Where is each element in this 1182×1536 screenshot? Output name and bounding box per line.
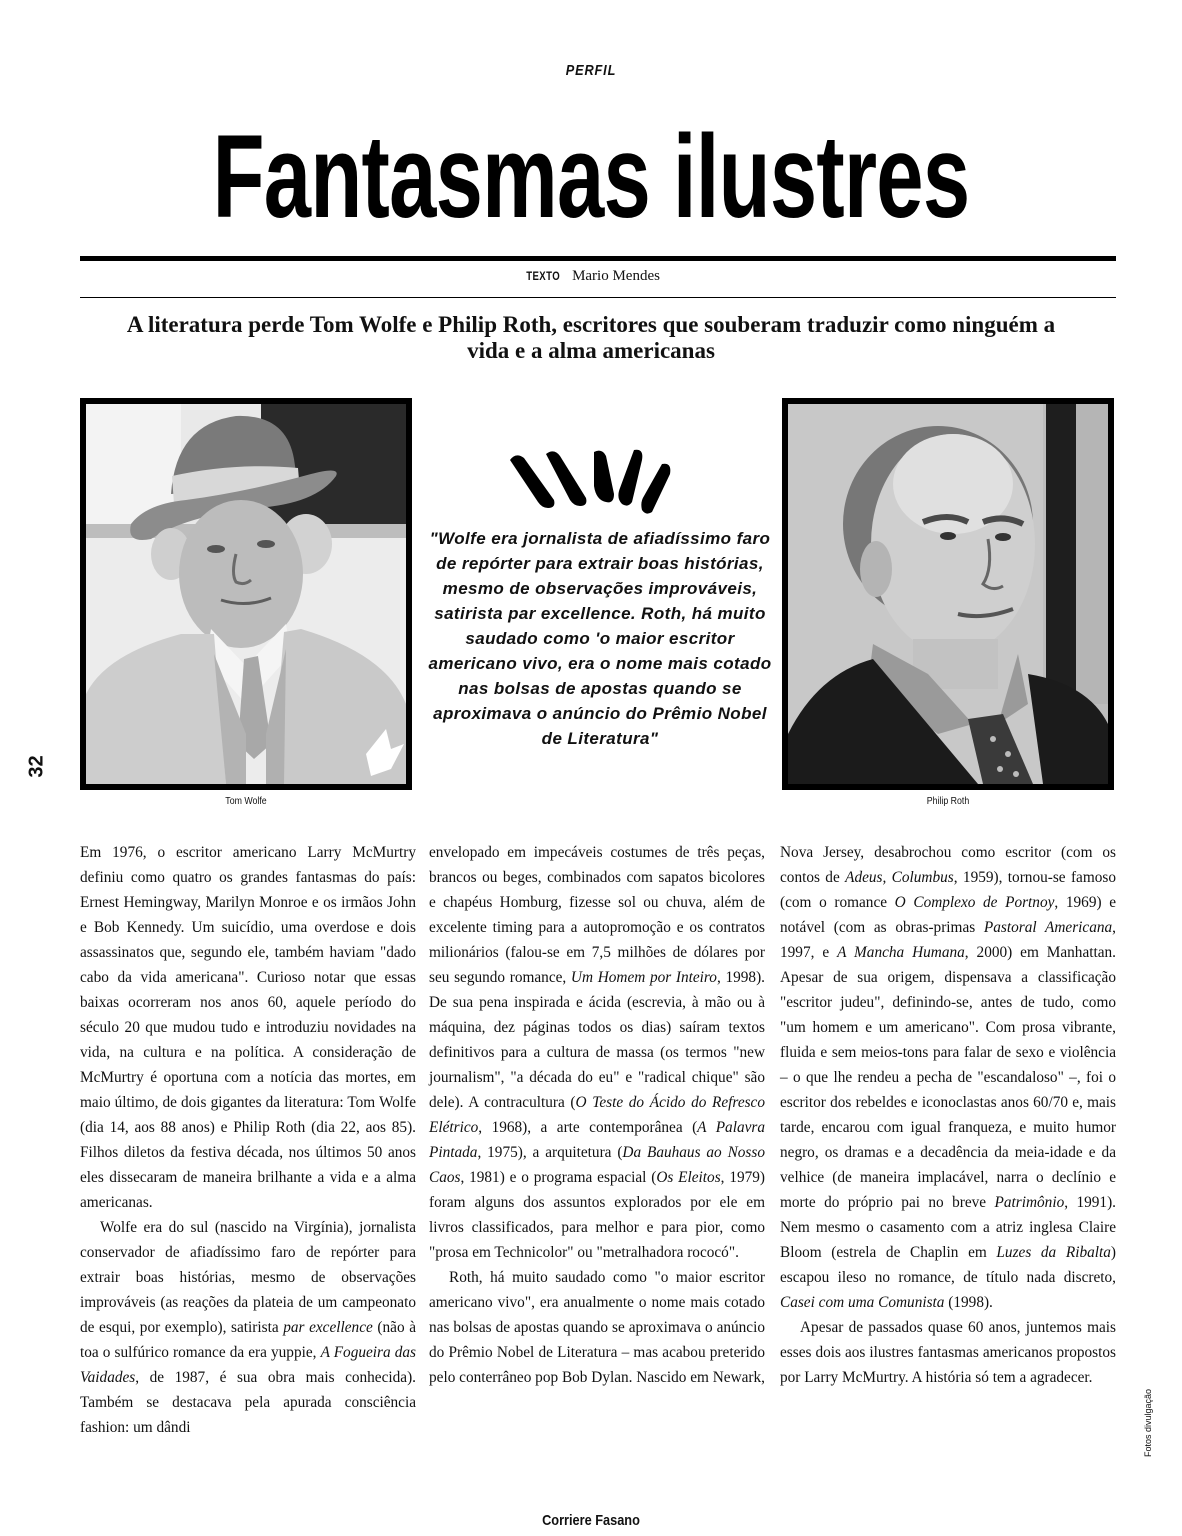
page-number: 32 [25,755,48,778]
photo-credit: Fotos divulgação [1143,1388,1153,1457]
paragraph: Em 1976, o escritor americano Larry McMurtry definiu como quatro os grandes fantasmas do país: Ernest Hemingway, Marilyn Monroe e os irmãos John e Bob Kennedy. Um suicídio, uma overdose e dois assassinatos que, segundo ele, também haviam "dado cabo da vida americana". Curioso notar que essas baixas ocorreram nos anos 60, aquele período do século 20 que mudou tudo e introduziu novidades na vida, na cultura e na política. A consideração de McMurtry é oportuna com a notícia das mortes, em maio último, de dois gigantes da literatura: Tom Wolfe (dia 14, aos 88 anos) e Philip Roth (dia 22, aos 85). Filhos diletos da festiva década, nos últimos 50 anos eles dissecaram de maneira brilhante a vida e a alma americanas. [80,844,416,1211]
byline-author: Mario Mendes [572,268,660,284]
portrait-philip-roth [788,404,1108,784]
rule-thin [80,297,1116,298]
byline [0,268,1182,285]
paragraph: Apesar de passados quase 60 anos, juntemos mais esses dois aos ilustres fantasmas americanos propostos por Larry McMurtry. A história só tem a agradecer. [780,1319,1116,1386]
byline-label: TEXTO [526,269,561,283]
portrait-tom-wolfe [86,404,406,784]
photo-philip-roth [782,398,1114,790]
paragraph: envelopado em impecáveis costumes de três peças, brancos ou beges, combinados com sapatos bicolores e chapéus Homburg, fizesse sol ou chuva, além de excelente timing para a autopromoção e os contratos milionários (falou-se em 7,5 milhões de dólares por seu segundo romance, Um Homem por Inteiro, 1998). De sua pena inspirada e ácida (escrevia, à mão ou à máquina, dez páginas todos os dias) saíram textos definitivos para a cultura de massa (os termos "new journalism", "a década do eu" e "radical chique" são dele). A contracultura (O Teste do Ácido do Refresco Elétrico, 1968), a arte contemporânea (A Palavra Pintada, 1975), a arquitetura (Da Bauhaus ao Nosso Caos, 1981) e o programa espacial (Os Eleitos, 1979) foram alguns dos assuntos explorados por ele em livros classificados, para melhor e para pior, como "prosa em Technicolor" ou "metralhadora rococó". [429,844,766,1261]
body-column-2 [429,840,765,1390]
photo-caption-tom-wolfe: Tom Wolfe [225,796,267,807]
paragraph: Wolfe era do sul (nascido na Virgínia), jornalista conservador de afiadíssimo faro de repórter para extrair boas histórias, mesmo de observações improváveis (as reações da plateia de um campeonato de esqui, por exemplo), satirista par excellence (não à toa o sulfúrico romance da era yuppie, A Fogueira das Vaidades, de 1987, é sua obra mais conhecida). Também se destacava pela apurada consciência fashion: um dândi [80,1219,417,1436]
rule-thick [80,256,1116,261]
pull-quote: "Wolfe era jornalista de afiadíssimo faro de repórter para extrair boas histórias, mesmo de observações improváveis, satirista par excellence. Roth, há muito saudado como 'o maior escritor americano vivo, era o nome mais cotado nas bolsas de apostas quando se aproximava o anúncio do Prêmio Nobel de Literatura" [428,529,772,748]
headline: Fantasmas ilustres [212,111,970,243]
quote-marks-icon [502,446,682,516]
photo-caption-philip-roth: Philip Roth [926,796,970,807]
footer-publication: Corriere Fasano [542,1512,640,1529]
paragraph: Roth, há muito saudado como "o maior escritor americano vivo", era anualmente o nome mais cotado nas bolsas de apostas quando se aproximava o anúncio do Prêmio Nobel de Literatura – mas acabou preterido pelo conterrâneo pop Bob Dylan. Nascido em Newark, [429,1269,766,1386]
dek: A literatura perde Tom Wolfe e Philip Roth, escritores que souberam traduzir como ninguém a vida e a alma americanas [126,312,1056,363]
photo-tom-wolfe [80,398,412,790]
body-column-3 [780,840,1116,1390]
paragraph: Nova Jersey, desabrochou como escritor (com os contos de Adeus, Columbus, 1959), tornou-se famoso (com o romance O Complexo de Portnoy, 1969) e notável (com as obras-primas Pastoral Americana, 1997, e A Mancha Humana, 2000) em Manhattan. Apesar de sua origem, dispensava a classificação "escritor judeu", definindo-se, antes de tudo, como "um homem e um americano". Com prosa vibrante, fluida e sem meios-tons para falar de sexo e violência – o que lhe rendeu a pecha de "escandaloso" –, foi o escritor dos rebeldes e iconoclastas anos 60/70 e, mais tarde, encarou com igual franqueza, e muito humor negro, os dramas e a decadência da meia-idade e da velhice (de maneira implacável, narra o declínio e morte do próprio pai no breve Patrimônio, 1991). Nem mesmo o casamento com a atriz inglesa Claire Bloom (estrela de Chaplin em Luzes da Ribalta) escapou ileso no romance, de título nada discreto, Casei com uma Comunista (1998). [780,844,1117,1311]
body-column-1 [80,840,416,1440]
section-label: PERFIL [565,62,617,79]
